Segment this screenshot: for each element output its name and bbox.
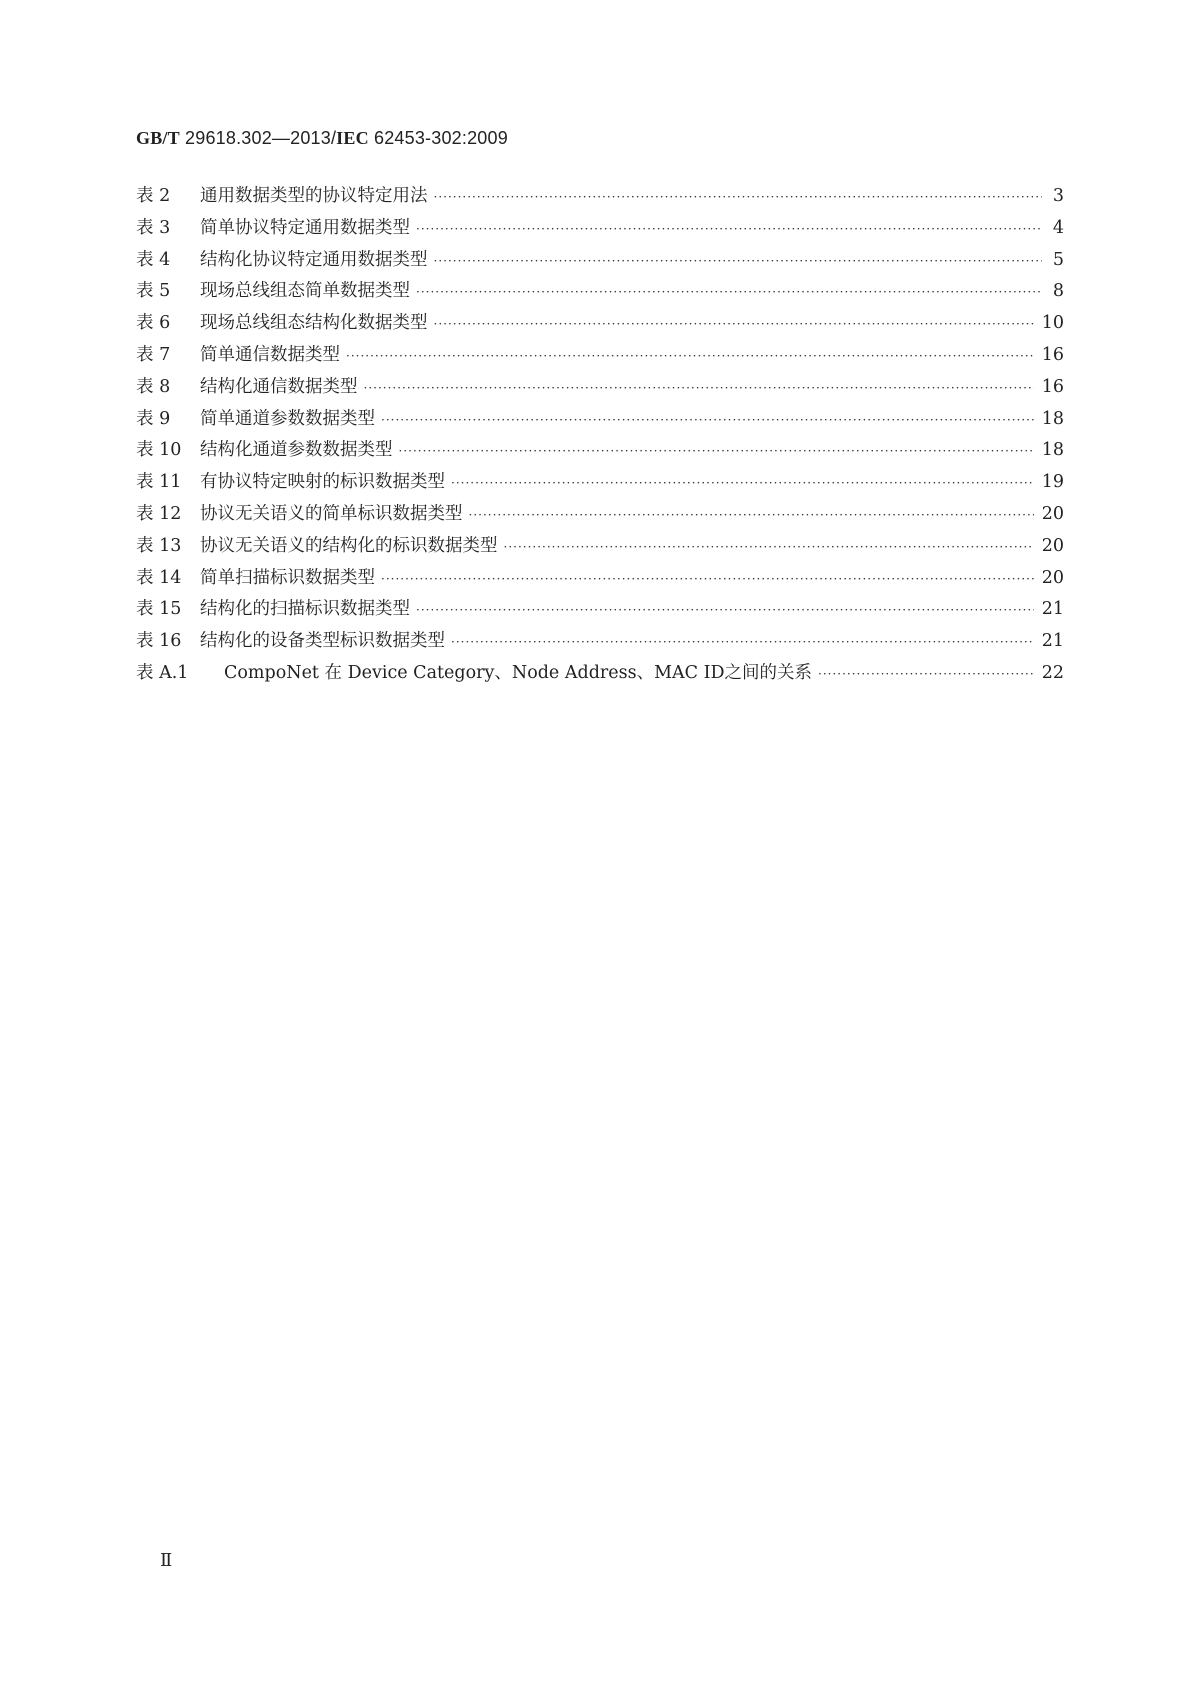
dot-leader (434, 317, 1034, 331)
toc-entry[interactable] (136, 659, 1064, 691)
dot-leader (364, 381, 1034, 395)
dot-leader (434, 190, 1043, 204)
dot-leader (504, 540, 1034, 554)
toc-title: 现场总线组态简单数据类型 (200, 281, 410, 302)
iec-prefix: IEC (336, 128, 369, 148)
dot-leader (416, 222, 1042, 236)
toc-page: 19 (1041, 472, 1064, 493)
toc-page: 5 (1052, 249, 1064, 270)
toc-page: 20 (1041, 503, 1064, 524)
toc-label: 表 10 (136, 440, 182, 461)
dot-leader (399, 444, 1034, 458)
toc-title: 结构化的扫描标识数据类型 (200, 599, 410, 620)
toc-title: 现场总线组态结构化数据类型 (200, 313, 428, 334)
toc-entry[interactable] (136, 436, 1064, 468)
toc-title: 简单通道参数数据类型 (200, 408, 375, 429)
toc-entry[interactable] (136, 341, 1064, 373)
toc-title: 结构化的设备类型标识数据类型 (200, 631, 445, 652)
toc-entry[interactable] (136, 564, 1064, 596)
toc-label: 表 5 (136, 281, 171, 302)
toc-label: 表 11 (136, 472, 182, 493)
toc-entry[interactable] (136, 214, 1064, 246)
toc-entry[interactable] (136, 500, 1064, 532)
toc-label: 表 14 (136, 567, 182, 588)
toc-title: 有协议特定映射的标识数据类型 (200, 472, 445, 493)
toc-page: 16 (1041, 376, 1064, 397)
dot-leader (381, 572, 1034, 586)
toc-label: 表 15 (136, 599, 182, 620)
table-of-contents (136, 182, 1064, 691)
dot-leader (818, 667, 1034, 681)
document-header (136, 128, 508, 149)
dot-leader (451, 635, 1034, 649)
toc-entry[interactable] (136, 532, 1064, 564)
toc-label: 表 12 (136, 503, 182, 524)
toc-entry[interactable] (136, 246, 1064, 278)
toc-label: 表 13 (136, 535, 182, 556)
standard-prefix: GB/T (136, 128, 180, 148)
toc-page: 21 (1041, 631, 1064, 652)
toc-entry[interactable] (136, 595, 1064, 627)
toc-title: 结构化通道参数数据类型 (200, 440, 393, 461)
dot-leader (434, 254, 1043, 268)
toc-title: 协议无关语义的简单标识数据类型 (200, 503, 463, 524)
toc-title: 通用数据类型的协议特定用法 (200, 186, 428, 206)
toc-page: 21 (1041, 599, 1064, 620)
toc-page: 20 (1041, 567, 1064, 588)
toc-page: 16 (1041, 344, 1064, 365)
iec-number: 62453-302:2009 (374, 128, 508, 148)
toc-entry[interactable] (136, 405, 1064, 437)
toc-label: 表 4 (136, 249, 171, 270)
dot-leader (346, 349, 1034, 363)
toc-entry[interactable] (136, 627, 1064, 659)
toc-title: CompoNet 在 Device Category、Node Address、MAC ID之间的关系 (224, 662, 813, 683)
toc-page: 4 (1052, 217, 1064, 238)
toc-title: 简单协议特定通用数据类型 (200, 217, 410, 238)
toc-entry[interactable] (136, 373, 1064, 405)
dot-leader (416, 603, 1034, 617)
toc-page: 22 (1041, 662, 1064, 683)
dot-leader (381, 413, 1034, 427)
toc-label: 表 9 (136, 408, 171, 429)
dot-leader (451, 476, 1034, 490)
toc-label: 表 3 (136, 217, 171, 238)
page-number: Ⅱ (160, 1550, 173, 1571)
toc-entry[interactable] (136, 309, 1064, 341)
toc-entry[interactable] (136, 277, 1064, 309)
toc-label: 表 8 (136, 376, 171, 397)
toc-title: 结构化通信数据类型 (200, 376, 358, 397)
toc-page: 10 (1041, 313, 1064, 334)
standard-number: 29618.302—2013/ (185, 128, 337, 148)
toc-page: 3 (1052, 186, 1064, 206)
toc-page: 20 (1041, 535, 1064, 556)
toc-label: 表 6 (136, 313, 171, 334)
toc-label: 表 7 (136, 344, 171, 365)
toc-label: 表 16 (136, 631, 182, 652)
toc-page: 18 (1041, 440, 1064, 461)
dot-leader (469, 508, 1034, 522)
toc-page: 8 (1052, 281, 1064, 302)
toc-title: 结构化协议特定通用数据类型 (200, 249, 428, 270)
toc-page: 18 (1041, 408, 1064, 429)
dot-leader (416, 285, 1042, 299)
toc-title: 简单通信数据类型 (200, 344, 340, 365)
toc-label: 表 2 (136, 186, 171, 206)
toc-title: 简单扫描标识数据类型 (200, 567, 375, 588)
toc-entry[interactable] (136, 182, 1064, 214)
toc-title: 协议无关语义的结构化的标识数据类型 (200, 535, 498, 556)
toc-label: 表 A.1 (136, 662, 189, 683)
toc-entry[interactable] (136, 468, 1064, 500)
